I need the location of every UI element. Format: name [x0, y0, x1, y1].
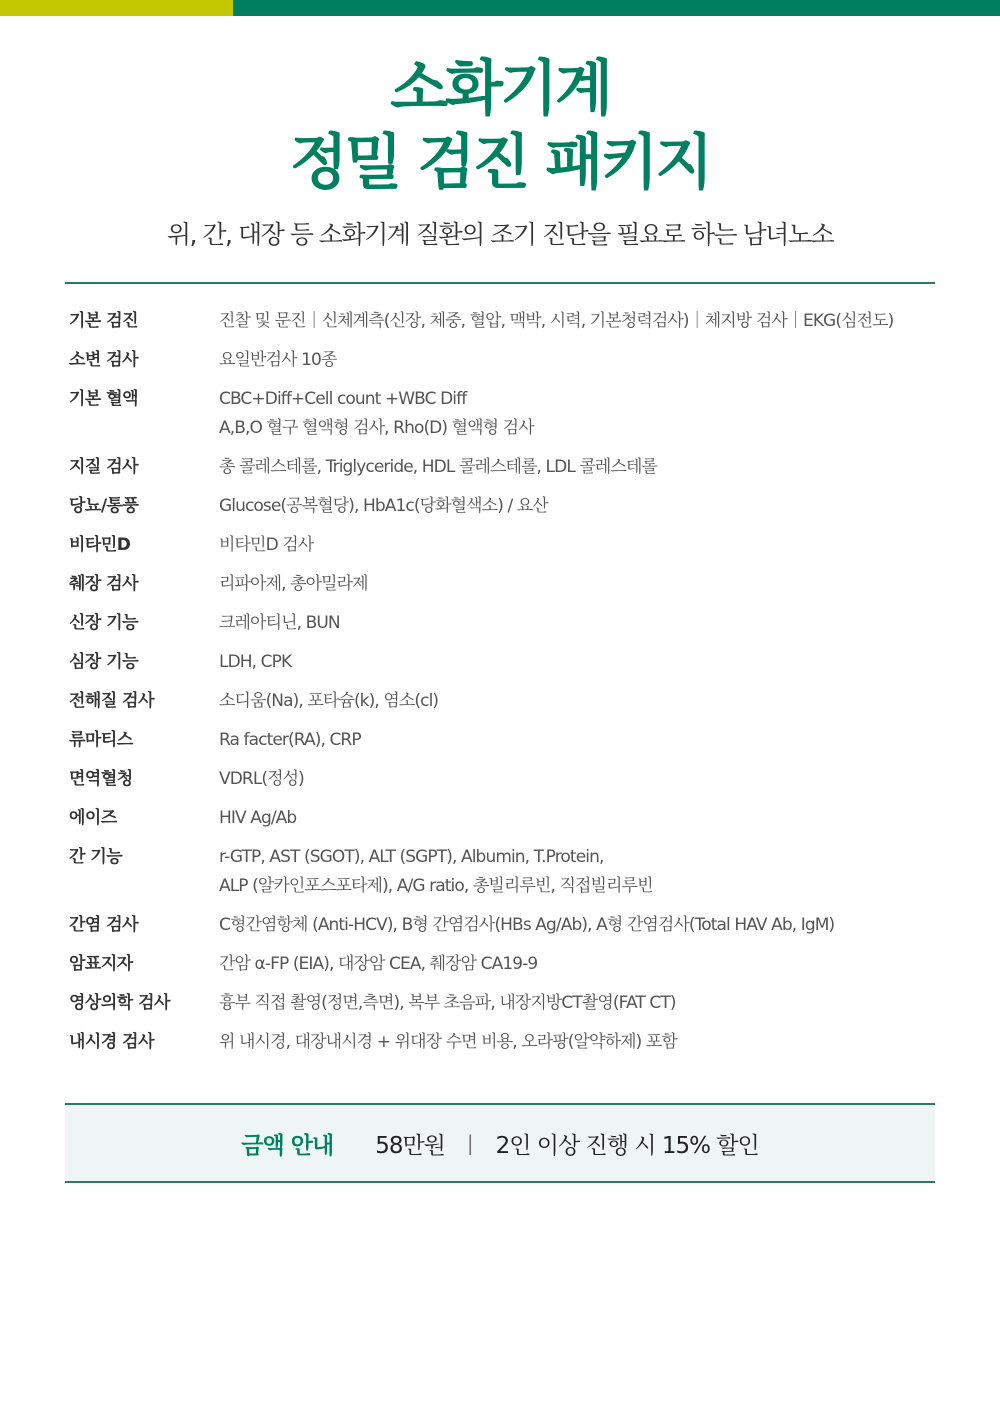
exam-item-label: 내시경 검사: [69, 1032, 155, 1052]
exam-item-value: HIV Ag/Ab: [219, 808, 297, 828]
exam-item-label: 영상의학 검사: [69, 993, 170, 1013]
exam-item-label: 류마티스: [69, 730, 133, 750]
page-subtitle: 위, 간, 대장 등 소화기계 질환의 조기 진단을 필요로 하는 남녀노소: [166, 220, 834, 249]
exam-item-label: 소변 검사: [69, 350, 139, 370]
top-divider: [65, 282, 935, 284]
exam-item-row: [69, 726, 935, 765]
top-color-bar: [0, 0, 1000, 16]
exam-item-row: [69, 950, 935, 989]
exam-item-value: 크레아티닌, BUN: [219, 613, 340, 633]
exam-item-row: [69, 989, 935, 1028]
exam-item-label: 기본 혈액: [69, 389, 139, 409]
exam-item-value: r-GTP, AST (SGOT), ALT (SGPT), Albumin, T.Protein,: [219, 847, 604, 867]
exam-item-value: A,B,O 혈구 혈액형 검사, Rho(D) 혈액형 검사: [219, 418, 534, 438]
price-discount: 2인 이상 진행 시 15% 할인: [495, 1132, 759, 1159]
exam-item-values: [219, 843, 935, 901]
exam-item-value: VDRL(정성): [219, 769, 304, 789]
exam-item-values: [219, 687, 935, 716]
exam-item-values: [219, 385, 935, 443]
exam-item-row: [69, 453, 935, 492]
exam-item-values: [219, 804, 935, 833]
price-label: 금액 안내: [241, 1132, 334, 1159]
exam-item-row: [69, 492, 935, 531]
exam-item-row: [69, 609, 935, 648]
exam-item-values: [219, 570, 935, 599]
exam-item-row: [69, 1028, 935, 1067]
exam-item-values: [219, 989, 935, 1018]
exam-item-row: [69, 648, 935, 687]
exam-item-values: [219, 726, 935, 755]
exam-item-label: 에이즈: [69, 808, 117, 828]
exam-item-value: 요일반검사 10종: [219, 350, 337, 370]
top-bar-green-segment: [233, 0, 1000, 16]
exam-item-row: [69, 765, 935, 804]
exam-item-value: ALP (알카인포스포타제), A/G ratio, 총빌리루빈, 직접빌리루빈: [219, 876, 653, 896]
title-line-2: 정밀 검진 패키지: [289, 128, 711, 198]
exam-item-row: [69, 531, 935, 570]
exam-item-values: [219, 609, 935, 638]
exam-item-row: [69, 843, 935, 911]
exam-item-values: [219, 492, 935, 521]
exam-item-row: [69, 911, 935, 950]
exam-item-values: [219, 765, 935, 794]
exam-item-label: 기본 검진: [69, 311, 139, 331]
exam-item-value: Ra facter(RA), CRP: [219, 730, 361, 750]
exam-item-values: [219, 648, 935, 677]
exam-item-values: [219, 911, 935, 940]
exam-item-row: [69, 804, 935, 843]
exam-item-label: 암표지자: [69, 954, 133, 974]
exam-item-value: LDH, CPK: [219, 652, 292, 672]
exam-item-value: 총 콜레스테롤, Triglyceride, HDL 콜레스테롤, LDL 콜레스테롤: [219, 457, 658, 477]
exam-item-label: 전해질 검사: [69, 691, 155, 711]
exam-item-value: Glucose(공복혈당), HbA1c(당화혈색소) / 요산: [219, 496, 548, 516]
exam-item-row: [69, 385, 935, 453]
exam-item-row: [69, 346, 935, 385]
exam-item-label: 심장 기능: [69, 652, 139, 672]
exam-item-values: [219, 346, 935, 375]
exam-item-values: [219, 950, 935, 979]
exam-item-label: 췌장 검사: [69, 574, 139, 594]
exam-item-list: [69, 307, 935, 1067]
exam-item-label: 신장 기능: [69, 613, 139, 633]
exam-item-value: CBC+Diff+Cell count +WBC Diff: [219, 389, 467, 409]
exam-item-value: 소디움(Na), 포타슘(k), 염소(cl): [219, 691, 439, 711]
exam-item-label: 면역혈청: [69, 769, 133, 789]
exam-item-row: [69, 570, 935, 609]
exam-item-row: [69, 307, 935, 346]
exam-item-label: 지질 검사: [69, 457, 139, 477]
exam-item-values: [219, 1028, 935, 1057]
top-bar-lime-segment: [0, 0, 233, 16]
title-line-1: 소화기계: [390, 54, 610, 124]
exam-item-label: 간염 검사: [69, 915, 139, 935]
price-amount: 58만원: [375, 1132, 445, 1159]
exam-item-label: 간 기능: [69, 847, 123, 867]
exam-item-values: [219, 307, 935, 336]
exam-item-value: 비타민D 검사: [219, 535, 314, 555]
exam-item-value: 흉부 직접 촬영(정면,측면), 복부 초음파, 내장지방CT촬영(FAT CT): [219, 993, 676, 1013]
exam-item-value: 간암 α-FP (EIA), 대장암 CEA, 췌장암 CA19-9: [219, 954, 538, 974]
page-title: [0, 52, 1000, 200]
exam-item-value: 리파아제, 총아밀라제: [219, 574, 368, 594]
exam-item-row: [69, 687, 935, 726]
exam-item-label: 비타민D: [69, 535, 131, 555]
exam-item-value: 진찰 및 문진｜신체계측(신장, 체중, 혈압, 맥박, 시력, 기본청력검사)｜체지방 검사｜EKG(심전도): [219, 311, 894, 331]
price-separator: |: [466, 1131, 474, 1155]
exam-item-values: [219, 453, 935, 482]
exam-item-label: 당뇨/통풍: [69, 496, 139, 516]
exam-item-values: [219, 531, 935, 560]
exam-item-value: 위 내시경, 대장내시경 + 위대장 수면 비용, 오라팡(알약하제) 포함: [219, 1032, 677, 1052]
price-info-box: [65, 1103, 935, 1183]
exam-item-value: C형간염항체 (Anti-HCV), B형 간염검사(HBs Ag/Ab), A형 간염검사(Total HAV Ab, IgM): [219, 915, 835, 935]
